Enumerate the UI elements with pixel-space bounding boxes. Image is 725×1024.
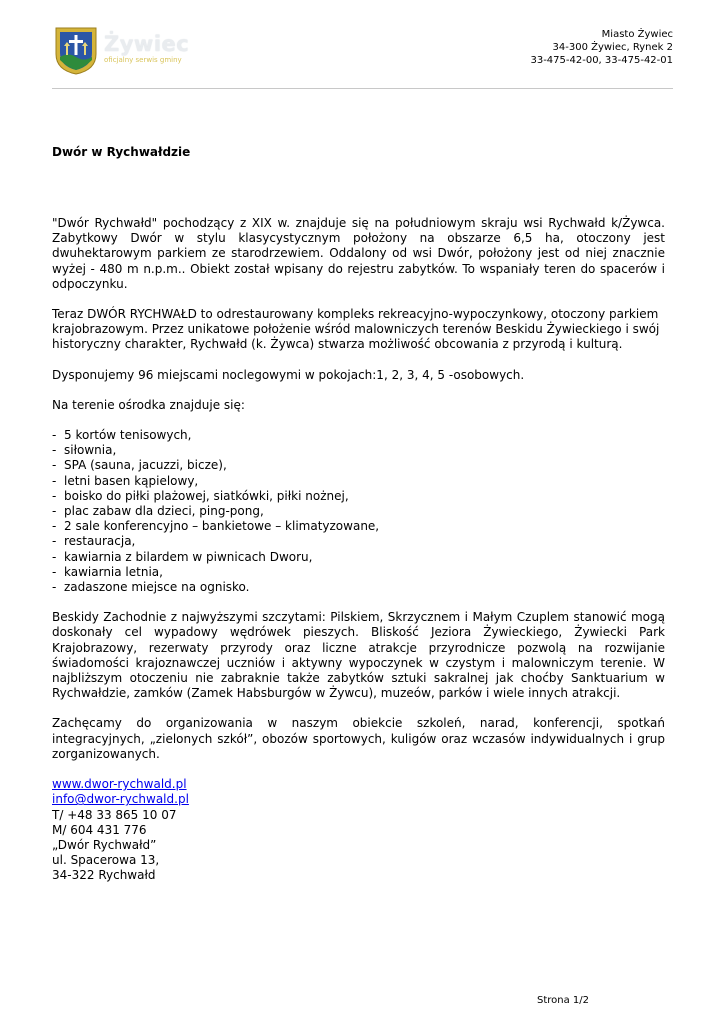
list-item (52, 580, 665, 595)
paragraph: "Dwór Rychwałd" pochodzący z XIX w. znajduje się na południowym skraju wsi Rychwałd k/Żywca. Zabytkowy Dwór w stylu klasycystycznym położony na obszarze 6,5 ha, otoczony jest dwuhektarowym parkiem ze starodrzewiem. Oddalony od wsi Dwór, położony jest od niej znacznie wyżej - 480 m n.p.m.. Obiekt został wpisany do rejestru zabytków. To wspaniały teren do spacerów i odpoczynku. (52, 216, 665, 291)
contact-city: 34-322 Rychwałd (52, 868, 156, 883)
paragraph: Teraz DWÓR RYCHWAŁD to odrestaurowany kompleks rekreacyjno-wypoczynkowy, otoczony parkiem krajobrazowym. Przez unikatowe położenie wśród malowniczych terenów Beskidu Żywieckiego i swój historyczny charakter, Rychwałd (k. Żywca) stwarza możliwość obcowania z przyrodą i kulturą. (52, 307, 660, 352)
list-item-text: boisko do piłki plażowej, siatkówki, piłki nożnej, (64, 488, 349, 503)
document-title: Dwór w Rychwałdzie (52, 145, 191, 159)
list-bullet: - (52, 564, 57, 579)
contact-street: ul. Spacerowa 13, (52, 853, 160, 868)
list-bullet: - (52, 504, 57, 519)
list-item-text: 2 sale konferencyjno – bankietowe – klimatyzowane, (64, 519, 380, 534)
paragraph: Na terenie ośrodka znajduje się: (52, 397, 245, 412)
list-item-text: 5 kortów tenisowych, (64, 428, 192, 443)
list-bullet: - (52, 443, 57, 458)
list-item (52, 534, 665, 549)
list-item (52, 519, 665, 534)
list-item (52, 428, 665, 443)
paragraph: Beskidy Zachodnie z najwyższymi szczytami: Pilskiem, Skrzycznem i Małym Czuplem stanowić mogą doskonały cel wypadowy wędrówek pieszych. Bliskość Jeziora Żywieckiego, Żywiecki Park Krajobrazowy, rezerwaty przyrody oraz liczne atrakcje przyrodnicze pozwolą na rozwijanie świadomości krajoznawczej uczniów i aktywny wypoczynek w czystym i malowniczym terenie. W najbliższym otoczeniu nie zabraknie także zabytków sztuki sakralnej jak choćby Sanktuarium w Rychwałdzie, zamków (Zamek Habsburgów w Żywcu), muzeów, parków i wiele innych atrakcji. (52, 610, 665, 701)
list-item-text: kawiarnia letnia, (64, 564, 163, 579)
list-item-text: kawiarnia z bilardem w piwnicach Dworu, (64, 549, 313, 564)
list-bullet: - (52, 549, 57, 564)
list-item-text: siłownia, (64, 443, 117, 458)
paragraph: Dysponujemy 96 miejscami noclegowymi w pokojach:1, 2, 3, 4, 5 -osobowych. (52, 367, 525, 382)
list-item (52, 565, 665, 580)
list-item (52, 458, 665, 473)
list-item-text: letni basen kąpielowy, (64, 473, 199, 488)
paragraph: Zachęcamy do organizowania w naszym obiekcie szkoleń, narad, konferencji, spotkań integracyjnych, „zielonych szkół”, obozów sportowych, kuligów oraz wczasów indywidualnych i grup zorganizowanych. (52, 716, 665, 761)
email-link[interactable]: info@dwor-rychwald.pl (52, 792, 189, 807)
list-item-text: zadaszone miejsce na ognisko. (64, 580, 250, 595)
address-line: 33-475-42-00, 33-475-42-01 (530, 55, 673, 66)
mobile-number: M/ 604 431 776 (52, 822, 147, 837)
list-bullet: - (52, 473, 57, 488)
list-bullet: - (52, 488, 57, 503)
list-bullet: - (52, 428, 57, 443)
list-item (52, 550, 665, 565)
city-address (530, 28, 673, 67)
page-number: Strona 1/2 (537, 995, 590, 1006)
document-body (52, 216, 665, 884)
phone-number: T/ +48 33 865 10 07 (52, 807, 177, 822)
contact-block (52, 777, 665, 883)
amenities-list (52, 428, 665, 595)
list-item (52, 504, 665, 519)
header-divider (52, 88, 673, 89)
list-item (52, 474, 665, 489)
list-item (52, 443, 665, 458)
coat-of-arms-icon (52, 24, 100, 76)
list-item-text: restauracja, (64, 534, 136, 549)
municipality-logo[interactable] (52, 24, 202, 76)
list-item-text: SPA (sauna, jacuzzi, bicze), (64, 458, 227, 473)
page-header (52, 22, 673, 90)
list-bullet: - (52, 534, 57, 549)
site-brand: Żywiec (104, 32, 190, 56)
contact-name: „Dwór Rychwałd” (52, 837, 157, 852)
website-link[interactable]: www.dwor-rychwald.pl (52, 777, 187, 792)
list-bullet: - (52, 580, 57, 595)
list-bullet: - (52, 519, 57, 534)
list-item (52, 489, 665, 504)
list-bullet: - (52, 458, 57, 473)
list-item-text: plac zabaw dla dzieci, ping-pong, (64, 504, 264, 519)
site-brand-subtitle: oficjalny serwis gminy (104, 56, 182, 64)
address-line: Miasto Żywiec (601, 29, 673, 40)
address-line: 34-300 Żywiec, Rynek 2 (552, 42, 673, 53)
